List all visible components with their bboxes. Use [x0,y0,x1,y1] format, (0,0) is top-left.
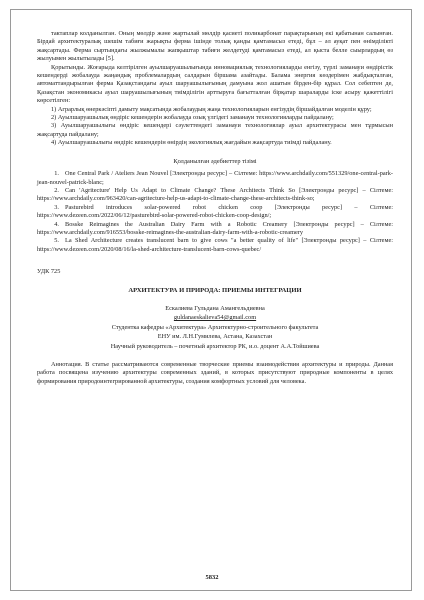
reference-number: 5. [54,237,59,245]
document-page [10,9,412,591]
author-email[interactable]: guldanaeskalieva54@gmail.com [173,314,257,322]
reference-number: 3. [54,203,59,211]
reference-text: One Central Park / Ateliers Jean Nouvel [Электронды ресурс] – Сілтеме: https://www.archdaily.com/551329/one-central-park-jean-nouvel-patrick-blanc; [37,170,393,186]
reference-item [37,170,393,187]
reference-item [37,221,393,238]
reference-number: 2. [54,186,59,194]
page-content [37,30,393,386]
reference-item [37,237,393,254]
list-item: 1) Аграрлық өнеркәсіпті дамыту мақсатында жобалаудың жаңа технологияларын енгізудің біршайдалған моделін құру; [51,105,372,113]
reference-item [37,204,393,221]
reference-text: Can 'Agritecture' Help Us Adapt to Climate Change? These Architects Think So [Электронды ресурс] – Сілтеме: https://www.archdaily.com/963420/can-agritecture-help-us-adapt-to-climate-change-these-architects-think-so; [37,186,393,203]
list-item: 2) Ауылшаруашылық өндіріс кешендерін жобалауда озық үлгідегі заманауи технологияларды пайдалану; [51,114,334,122]
page-number: 5832 [205,574,219,581]
reference-text: Bosske Reimagines the Australian Dairy Farm with a Robotic Creamery [Электронды ресурс] – Сілтеме: https://www.archdaily.com/916553/bosske-reimagines-the-australian-dairy-farm-with-a-robotic-creamery [37,220,393,236]
list-item: 3) Ауылшаруашылығы өндіріс кешендері сәулеттендегі заманауи технологиялар ауыл архитектурасы мен тұрмысын жақсартуда пайдалану; [37,122,393,138]
author-university: ЕНУ им. Л.Н.Гумилева, Астана, Казахстан [157,333,273,341]
abstract: Аннотация. В статье рассматриваются современные творческие приемы взаимодействия архитектуры и природы. Данная работа посвящена изучению архитектуры современных зданий, в которых присутствуют природные компоненты в целях формирования природоинтегрированной архитектуры, создания комфортных условий для человека. [37,361,393,385]
author-name: Ескалиева Гульдана Амангельдиевна [165,304,265,312]
body-paragraph: тактаплар колданылган. Оның мөлдір және жартылай мөлдір қасиеті поликарбонат парақтарының екі қабатынан салынған. Бірдай архитектуралық шешім табиғи жарықты ферма ішінде толық қанды қамтамасыз етеді, бұл – әл ауқат пен өнімділікті жақсартады. Ферма сыртындағы жылжымалы жапқыштар табиғи желдетуді қамтамасыз етеді, ал қыста белле сыырлардың өз жылуымен жылытылады [5]. [37,30,393,63]
author-block [37,305,393,351]
article-title: АРХИТЕКТУРА И ПРИРОДА: ПРИЕМЫ ИНТЕГРАЦИИ [128,286,302,294]
author-affiliation: Студентка кафедры «Архитектура» Архитектурно-строительного факультета [111,323,319,331]
reference-text: La Shed Architecture creates translucent barn to give cows "a better quality of life" [Электронды ресурс] – Сілтеме: https://www.dezeen.com/2020/08/16/la-shed-architecture-translucent-barn-cows-quebec/ [37,237,393,253]
udk-code: УДК 725 [37,268,61,276]
list-item: 4) Ауылшаруашылығы өндіріс кешендерін өнірдің экологиялық жағдайын жақсартуда тиімді пайдалану. [51,139,332,147]
reference-text: Pasturebird introduces solar-powered robot chicken coop [Электронды ресурс] – Сілтеме: https://www.dezeen.com/2022/06/12/pasturebird-solar-powered-robot-chicken-coop-design/; [37,203,393,220]
reference-number: 1. [54,170,59,178]
reference-number: 4. [54,220,59,228]
conclusion-paragraph: Қорытынды. Жоғарыда келтірілген ауылшаруашылығында инновациялық технологияларды енгізу, түрлі заманауи өндірістік кешендерді жобалауда жаңандық проблемалардың салдарын біршама азайтады. Балама энергия көздерімен жабдықталған, автоматтандырылған ферма Қазақстандағы ауыл шаруашылығының дамуына жол ашатын бірден-бір құрал. Сол себептен де, Қазақстан экономикасы ауыл шаруашылығының тиімділігін арттыруға бағытталған бірқатар шараларды іске асыру қажеттілігі көрсетілген: [37,63,393,105]
scientific-supervisor: Научный руководитель – почетный архитектор РК, и.о. доцент А.А.Тойшиева [110,342,320,350]
reference-item [37,187,393,204]
references-title: Қолданылған әдебиеттер тізімі [173,157,257,165]
